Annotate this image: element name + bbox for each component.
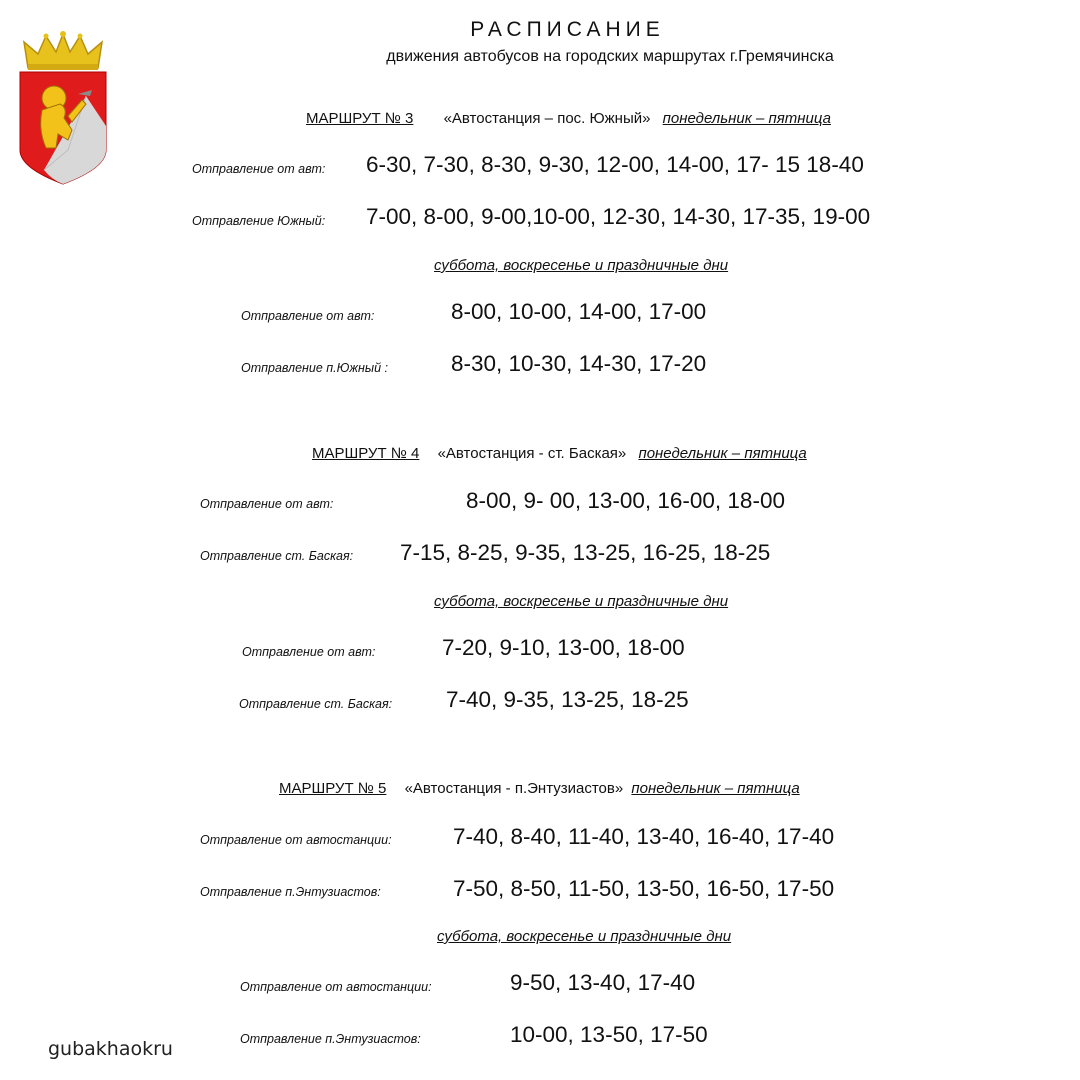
route-3-weekend-label-2: Отправление п.Южный : xyxy=(241,361,388,375)
route-4-weekday-times-2: 7-15, 8-25, 9-35, 13-25, 16-25, 18-25 xyxy=(400,540,771,565)
route-3-weekday-label-2: Отправление Южный: xyxy=(192,214,326,228)
document-title: РАСПИСАНИЕ xyxy=(470,18,665,41)
route-number: МАРШРУТ № 4 xyxy=(312,445,420,462)
route-name: «Автостанция - ст. Баская» xyxy=(437,445,627,462)
route-5-weekday-times-1: 7-40, 8-40, 11-40, 13-40, 16-40, 17-40 xyxy=(453,824,835,849)
route-number: МАРШРУТ № 5 xyxy=(279,780,387,797)
route-4-weekday-label-2: Отправление ст. Баская: xyxy=(200,549,354,563)
weekdays-label: понедельник – пятница xyxy=(662,110,831,127)
route-name: «Автостанция – пос. Южный» xyxy=(443,110,651,127)
route-4-weekend-times-1: 7-20, 9-10, 13-00, 18-00 xyxy=(442,635,685,660)
route-3-header xyxy=(306,110,831,127)
route-3-weekday-label-1: Отправление от авт: xyxy=(192,162,326,176)
document-subtitle: движения автобусов на городских маршрутах г.Гремячинска xyxy=(386,48,834,65)
route-name: «Автостанция - п.Энтузиастов» xyxy=(404,780,624,797)
route-4-weekend-label-2: Отправление ст. Баская: xyxy=(239,697,393,711)
route-4-weekend-label-1: Отправление от авт: xyxy=(242,645,376,659)
route-3-weekday-times-2: 7-00, 8-00, 9-00,10-00, 12-30, 14-30, 17-35, 19-00 xyxy=(366,204,871,229)
route-3-weekend-times-2: 8-30, 10-30, 14-30, 17-20 xyxy=(451,351,707,376)
route-5-weekend-times-2: 10-00, 13-50, 17-50 xyxy=(510,1022,708,1047)
route-4-weekday-times-1: 8-00, 9- 00, 13-00, 16-00, 18-00 xyxy=(466,488,785,513)
route-5-weekday-label-2: Отправление п.Энтузиастов: xyxy=(200,885,381,899)
route-5-weekend-label: суббота, воскресенье и праздничные дни xyxy=(437,928,732,945)
route-3-weekend-label: суббота, воскресенье и праздничные дни xyxy=(434,257,729,274)
route-4-header xyxy=(312,445,807,462)
route-5-weekend-label-2: Отправление п.Энтузиастов: xyxy=(240,1032,421,1046)
route-3-weekday-times-1: 6-30, 7-30, 8-30, 9-30, 12-00, 14-00, 17- 15 18-40 xyxy=(366,152,864,177)
route-5-weekday-label-1: Отправление от автостанции: xyxy=(200,833,392,847)
route-5-weekend-label-1: Отправление от автостанции: xyxy=(240,980,432,994)
route-4-weekday-label-1: Отправление от авт: xyxy=(200,497,334,511)
route-4-weekend-times-2: 7-40, 9-35, 13-25, 18-25 xyxy=(446,687,689,712)
route-3-weekend-times-1: 8-00, 10-00, 14-00, 17-00 xyxy=(451,299,707,324)
route-5-header xyxy=(279,780,800,797)
route-3-weekend-label-1: Отправление от авт: xyxy=(241,309,375,323)
route-number: МАРШРУТ № 3 xyxy=(306,110,414,127)
route-5-weekend-times-1: 9-50, 13-40, 17-40 xyxy=(510,970,696,995)
watermark: gubakhaokru xyxy=(48,1038,173,1060)
weekdays-label: понедельник – пятница xyxy=(631,780,800,797)
weekdays-label: понедельник – пятница xyxy=(638,445,807,462)
route-4-weekend-label: суббота, воскресенье и праздничные дни xyxy=(434,593,729,610)
route-5-weekday-times-2: 7-50, 8-50, 11-50, 13-50, 16-50, 17-50 xyxy=(453,876,835,901)
